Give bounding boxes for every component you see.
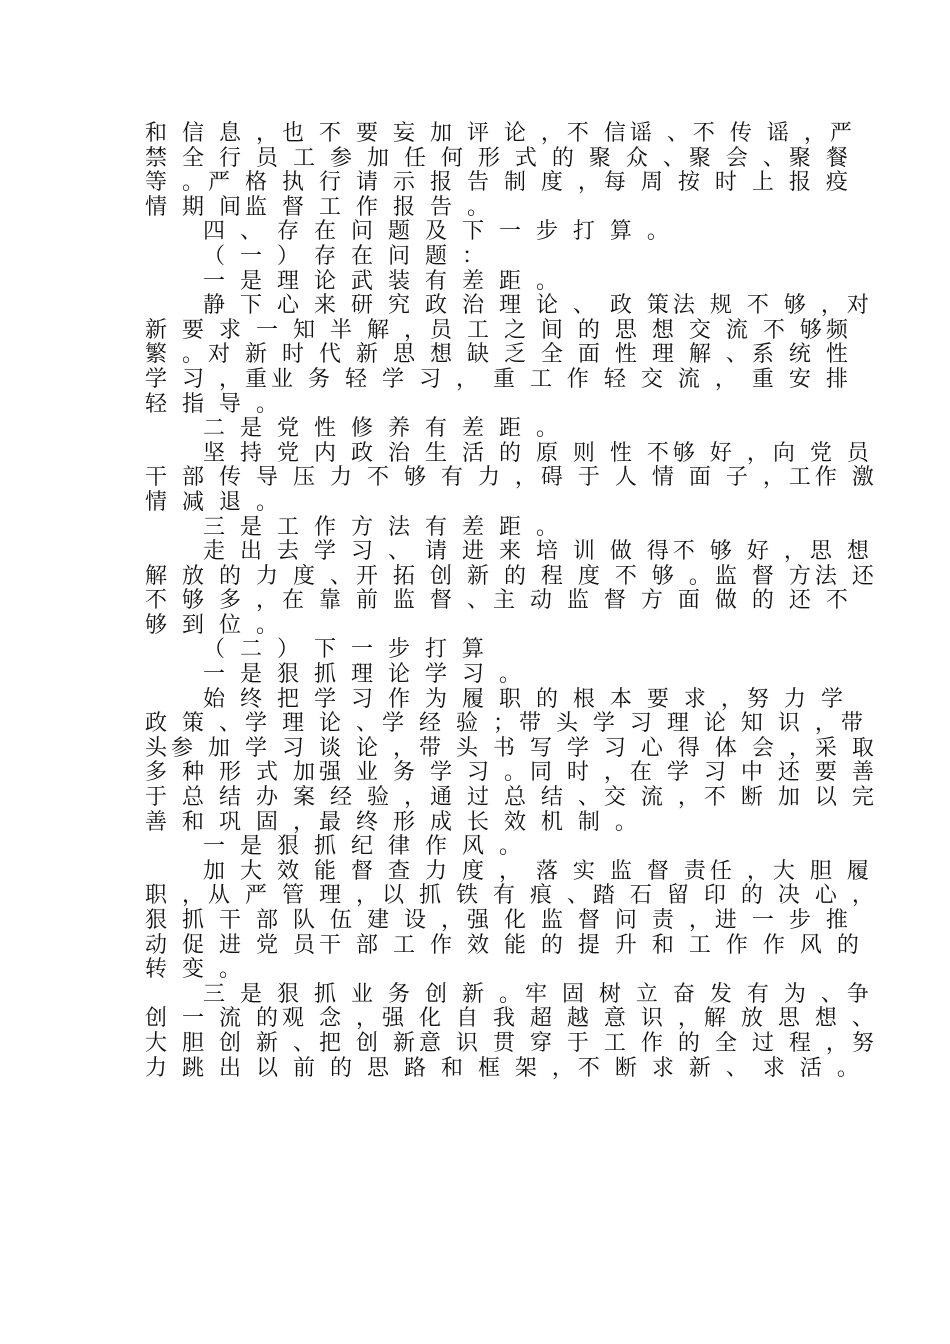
subsection-heading: （ 二 ） 下 一 步 打 算 <box>203 637 488 663</box>
text-line: 禁 全 行 员 工 参 加 任 何 形 式 的 聚 众 、聚 会 、聚 餐 <box>145 145 852 171</box>
text-line: 加 大 效 能 督 查 力 度 ， 落 实 监 督 责任 ，大 胆 履 <box>203 858 873 884</box>
item-heading: 二 是 党 性 修 养 有 差 距 。 <box>203 416 562 442</box>
subsection-heading: （ 一 ） 存 在 问 题 ： <box>203 243 488 269</box>
text-line: 轻 指 导 。 <box>145 391 282 417</box>
text-line: 于 总 结 办 案 经 验 ，通 过 总 结 、交 流 ，不 断 加 以 完 <box>145 785 878 811</box>
text-line: 职 ，从 严 管 理 ，以 抓 铁 有 痕 、踏 石 留 印 的 决 心 ， <box>145 883 878 909</box>
text-line: 头参 加 学 习 谈 论 ，带 头 书 写 学 习 心 得 体 会 ，采 取 <box>145 735 878 761</box>
text-line: 新 要 求 一 知 半 解 ，员 工 之 间 的 思 想 交 流 不 够频 <box>145 317 852 343</box>
item-heading: 一 是 狠 抓 纪 律 作 风 。 <box>203 834 525 860</box>
text-line: 静 下 心 来 研 究 政 治 理 论 、 政 策法 规 不 够 ，对 <box>203 293 873 319</box>
text-line: 和 信 息 ，也 不 要 妄 加 评 论 ，不 信谣 、不 传 谣 ，严 <box>145 121 856 146</box>
text-line: 不 够 多 ，在 靠 前 监 督 、主 动 监 督 方 面 做 的 还 不 <box>145 588 852 614</box>
text-line: 干 部 传 导 压 力 不 够 有 力 ，碍 于 人 情 面 子 ，工作 激 <box>145 465 878 491</box>
item-heading: 一 是 理 论 武 装 有 差 距 。 <box>203 268 562 294</box>
text-line: 力 跳 出 以 前 的 思 路 和 框 架 ，不 断 求 新 、 求 活 。 <box>145 1055 863 1081</box>
text-line: 解 放 的 力 度 、开 拓 创 新 的 程 度 不 够 。监 督 方法 还 <box>145 563 878 589</box>
text-line: 学 习 ，重业 务 轻 学 习 ， 重 工 作 轻 交 流 ， 重 安 排 <box>145 366 852 392</box>
text-line: 多 种 形 式 加强 业 务 学 习 。同 时 ，在 学 习 中 还 要 善 <box>145 760 878 786</box>
item-heading: 三 是 工 作 方 法 有 差 距 。 <box>203 514 562 540</box>
text-line: 大 胆 创 新 、把 创 新意 识 贯 穿 于 工 作 的 全 过 程 ，努 <box>145 1030 878 1056</box>
text-line: 动 促 进 党 员干 部 工 作 效 能 的 提 升 和 工 作 作 风 的 <box>145 932 863 958</box>
text-line: 狠 抓 干 部 队 伍 建 设 ，强 化 监 督 问 责 ，进 一 步 推 <box>145 908 852 933</box>
text-line: 等 。严 格 执 行 请 示 报 告 制 度 ，每 周 按 时 上 报 疫 <box>145 170 852 196</box>
section-heading: 四 、 存 在 问 题 及 下 一 步 打 算 。 <box>203 219 673 245</box>
text-line: 够 到 位 。 <box>145 612 282 638</box>
text-line: 情 期 间监 督 工 作 报 告 。 <box>145 194 493 220</box>
text-line: 善 和 巩 固 ，最 终 形 成 长 效 机 制 。 <box>145 809 641 835</box>
text-line: 情 减 退 。 <box>145 489 282 515</box>
text-line: 转 变 。 <box>145 957 245 983</box>
document-body <box>145 121 878 1081</box>
text-line: 走 出 去 学 习 、 请 进 来 培 训 做 得不 够 好 ，思 想 <box>203 539 873 565</box>
item-heading: 一 是 狠 抓 理 论 学 习 。 <box>203 662 525 688</box>
text-line: 三 是 狠 抓 业 务 创 新 。牢 固 树 立 奋 发 有 为 、争 <box>203 981 873 1007</box>
text-line: 始 终 把 学 习 作 为 履 职 的 根 本 要 求 ，努 力 学 <box>203 686 847 712</box>
text-line: 繁 。对 新 时 代 新 思 想 缺 乏 全 面 性 理 解 、系 统 性 <box>145 342 852 368</box>
text-line: 政 策 、学 理 论 、学 经 验 ；带 头 学 习 理 论 知 识 ，带 <box>145 711 867 737</box>
text-line: 创 一 流 的观 念 ，强 化 自 我 超 越 意 识 ，解 放 思 想 、 <box>145 1006 878 1032</box>
text-line: 坚 持 党 内 政 治 生 活 的 原 则 性 不够 好 ，向 党 员 <box>203 440 873 466</box>
